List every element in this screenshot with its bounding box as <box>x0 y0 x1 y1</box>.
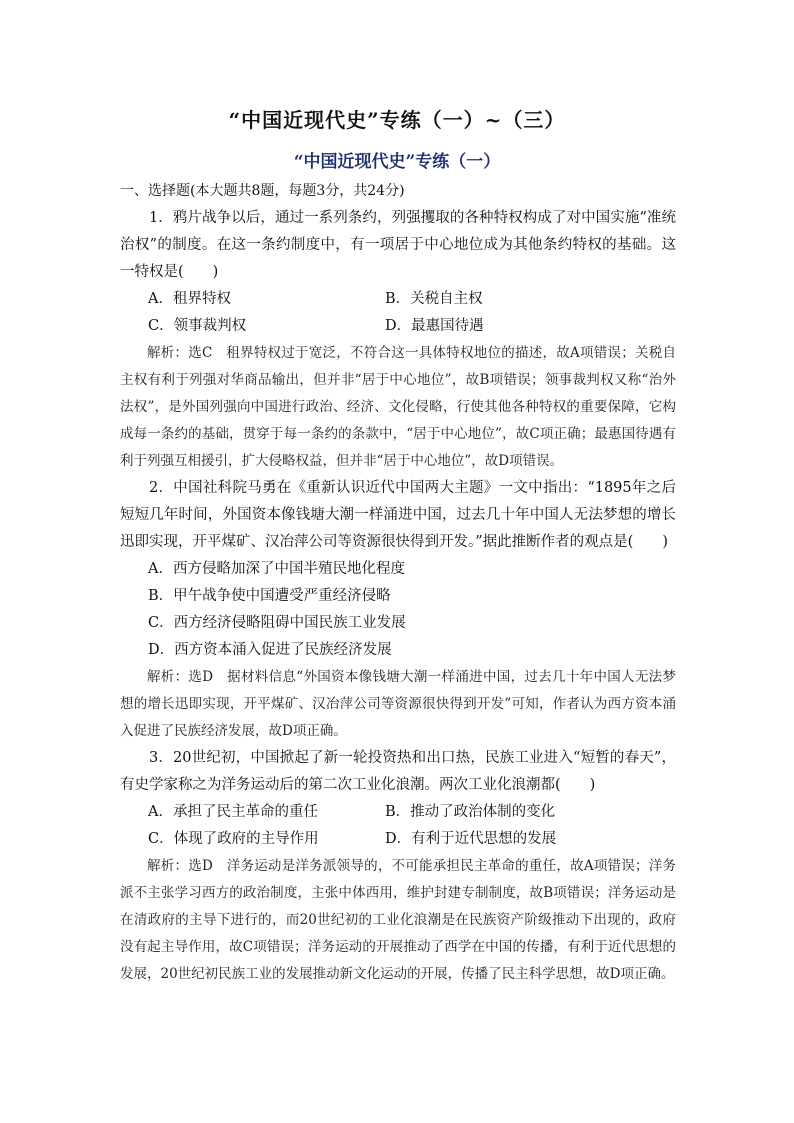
question-1-option-c: C．领事裁判权 <box>148 318 247 334</box>
question-1-option-d: D．最惠国待遇 <box>385 318 484 334</box>
document-subtitle: “中国近现代史”专练（一） <box>293 152 501 172</box>
question-3-stem: 3．20世纪初，中国掀起了新一轮投资热和出口热，民族工业进入“短暂的春天”，有史学家称之为洋务运动后的第二次工业化浪潮。两次工业化浪潮都( ) <box>120 750 676 793</box>
question-2-analysis: 解析：选D 据材料信息“外国资本像钱塘大潮一样涌进中国，过去几十年中国人无法梦想的增长迅即实现，开平煤矿、汉冶萍公司等资源很快得到开发”可知，作者认为西方资本涌入促进了民族经济发展，故D项正确。 <box>120 669 676 739</box>
question-3-option-a: A．承担了民主革命的重任 <box>148 804 318 820</box>
question-2-stem: 2．中国社科院马勇在《重新认识近代中国两大主题》一文中指出：“1895年之后短短几年时间，外国资本像钱塘大潮一样涌进中国，过去几十年中国人无法梦想的增长迅即实现，开平煤矿、汉冶萍公司等资源很快得到开发。”据此推断作者的观点是( ) <box>120 480 676 550</box>
question-1-stem: 1．鸦片战争以后，通过一系列条约，列强攫取的各种特权构成了对中国实施“准统治权”的制度。在这一条约制度中，有一项居于中心地位成为其他条约特权的基础。这一特权是( ) <box>120 210 676 280</box>
section-heading: 一、选择题(本大题共8题，每题3分，共24分) <box>120 183 405 199</box>
question-3-option-b: B．推动了政治体制的变化 <box>385 804 556 820</box>
question-1-analysis: 解析：选C 租界特权过于宽泛，不符合这一具体特权地位的描述，故A项错误；关税自主权有利于列强对华商品输出，但并非“居于中心地位”，故B项错误；领事裁判权又称“治外法权”，是外国列强向中国进行政治、经济、文化侵略，行使其他各种特权的重要保障，它构成每一条约的基础，贯穿于每一条约的条款中，“居于中心地位”，故C项正确；最惠国待遇有利于列强互相援引，扩大侵略权益，但并非“居于中心地位”，故D项错误。 <box>120 345 676 469</box>
question-3-options-row-1 <box>120 799 676 826</box>
question-3-option-c: C．体现了政府的主导作用 <box>148 831 319 847</box>
question-3-option-d: D．有利于近代思想的发展 <box>385 831 557 847</box>
document-title: “中国近现代史”专练（一）~（三） <box>228 108 566 132</box>
question-2-option-b: B．甲午战争使中国遭受严重经济侵略 <box>148 588 391 604</box>
document-body <box>120 178 676 988</box>
question-1-options-row-2 <box>120 313 676 340</box>
question-1-option-b: B．关税自主权 <box>385 291 483 307</box>
question-1-option-a: A．租界特权 <box>148 291 231 307</box>
question-2-option-a: A．西方侵略加深了中国半殖民地化程度 <box>148 561 405 577</box>
question-1-options-row-1 <box>120 286 676 313</box>
question-2-option-d: D．西方资本涌入促进了民族经济发展 <box>148 642 392 658</box>
question-2-option-c: C．西方经济侵略阻碍中国民族工业发展 <box>148 615 406 631</box>
question-3-options-row-2 <box>120 826 676 853</box>
question-3-analysis: 解析：选D 洋务运动是洋务派领导的，不可能承担民主革命的重任，故A项错误；洋务派不主张学习西方的政治制度，主张中体西用，维护封建专制制度，故B项错误；洋务运动是在清政府的主导下进行的，而20世纪初的工业化浪潮是在民族资产阶级推动下出现的，政府没有起主导作用，故C项错误；洋务运动的开展推动了西学在中国的传播，有利于近代思想的发展，20世纪初民族工业的发展推动新文化运动的开展，传播了民主科学思想，故D项正确。 <box>120 858 676 982</box>
